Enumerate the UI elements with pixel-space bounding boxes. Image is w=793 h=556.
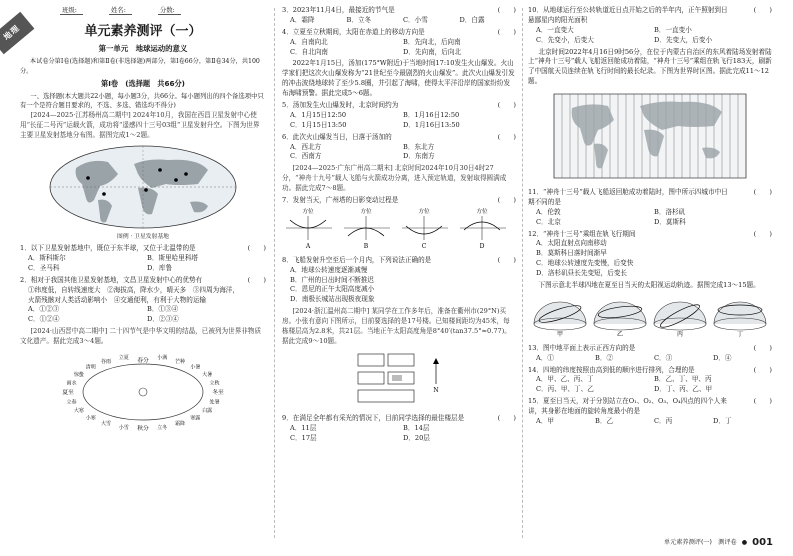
question-text: 8．飞船发射升空至后一个月内，下列说法正确的是 bbox=[282, 255, 432, 264]
statement-line: 火箭残骸对人类活动影响小 ④交通便利，有利于大物的运输 bbox=[28, 295, 207, 304]
option-c[interactable]: C．自北向南 bbox=[290, 47, 329, 56]
direction-label: 方位 bbox=[418, 208, 430, 215]
question-text: 10．从地球运行至公转轨道近日点开始之后的半年内，正午照射到日悬鄙星内的阳光面积 bbox=[528, 6, 728, 24]
class-field[interactable]: 班级: bbox=[60, 6, 83, 15]
direction-label: 方位 bbox=[302, 208, 314, 215]
option-a[interactable]: A．斯科斯尔 bbox=[28, 253, 66, 262]
option-d[interactable]: D．库鲁 bbox=[147, 263, 173, 272]
ring-label-right: 冬至 bbox=[212, 389, 224, 396]
option-a[interactable]: A．甲、乙、丙、丁 bbox=[536, 375, 594, 384]
question-text: 4．立夏至立秋期间，太阳在赤道上的移动方向是 bbox=[282, 27, 425, 36]
option-b[interactable]: B．广州的日出时间不断推迟 bbox=[290, 275, 374, 284]
statement-line: ①纬度低，自转线速度大 ②海拔高，降水少，晴天多 ③四周为海洋， bbox=[28, 285, 239, 294]
question-12 bbox=[528, 230, 772, 279]
intro-q5-6: 2022年1月15日，汤加(175°W附近)于当地时间17:10发生火山爆发。火山学家们把这次火山爆发称为“21世纪至今最剧烈的火山爆发”。此次火山爆发引发的冲击波绕地球转了至少5.8圈，并引起了海啸，使得太平洋沿岸的国家纷纷发布海啸预警。据此完成5～6题。 bbox=[282, 59, 515, 98]
question-text: 6．此次火山爆发当日，日落于汤加的 bbox=[282, 132, 392, 141]
diagram-label-a: A bbox=[305, 242, 311, 250]
option-a[interactable]: A．霜降 bbox=[290, 15, 315, 24]
solar-term-label: 寒露 bbox=[190, 415, 201, 422]
option-c[interactable]: C．地球公转速度先变慢，后变快 bbox=[536, 259, 634, 268]
solar-term-label: 立夏 bbox=[118, 355, 129, 362]
solar-term-label: 大雪 bbox=[100, 421, 112, 428]
option-a[interactable]: A．自南向北 bbox=[290, 37, 328, 46]
option-b[interactable]: B．东北方 bbox=[403, 142, 435, 151]
question-text: 5．汤加发生火山爆发时，北京时间约为 bbox=[282, 101, 399, 110]
option-a[interactable]: A．地球公转速度逐渐减慢 bbox=[290, 265, 368, 274]
option-c[interactable]: C．小雪 bbox=[403, 15, 428, 24]
score-field[interactable]: 分数: bbox=[158, 6, 181, 15]
answer-blank[interactable]: ( ) bbox=[497, 196, 516, 205]
subject-tab: 地理 bbox=[0, 12, 34, 55]
building-block bbox=[388, 354, 414, 366]
solar-term-label: 小雪 bbox=[118, 424, 129, 431]
option-b[interactable]: B．立冬 bbox=[346, 15, 372, 24]
sun-circle bbox=[139, 388, 147, 396]
column-divider bbox=[522, 8, 523, 538]
world-launch-map bbox=[20, 144, 266, 243]
option-a[interactable]: A．11层 bbox=[290, 423, 317, 432]
question-10 bbox=[528, 6, 772, 46]
option-a[interactable]: A．甲 bbox=[536, 417, 554, 426]
option-c[interactable]: C．③ bbox=[654, 353, 673, 362]
option-b[interactable]: B．斯里哈里科塔 bbox=[147, 253, 199, 262]
launch-site-marker bbox=[174, 178, 178, 182]
option-c[interactable]: C．恩尼的正午太阳高度减小 bbox=[290, 285, 375, 294]
diagram-label-c: C bbox=[421, 242, 427, 250]
building-plan-figure bbox=[344, 350, 454, 408]
option-a[interactable]: A．太阳直射点向南移动 bbox=[536, 239, 607, 248]
answer-blank[interactable]: ( ) bbox=[247, 275, 266, 284]
question-11 bbox=[528, 188, 772, 228]
solar-term-label: 霜降 bbox=[174, 421, 186, 428]
solar-term-label: 立秋 bbox=[209, 380, 220, 387]
ring-label-top: 春分 bbox=[137, 357, 149, 364]
dome-label: 丙 bbox=[676, 330, 684, 338]
question-text: 7．发射当天，广州塔的日影变动过程是 bbox=[282, 196, 399, 205]
north-label: N bbox=[433, 386, 439, 394]
solar-term-label: 小满 bbox=[157, 355, 168, 362]
intro-q7-8: [2024—2025·广东广州高二期末] 北京时间2024年10月30日4时27分，“神舟十九号”载人飞船与火箭成功分离，进入预定轨道，发射取得圆满成功。据此完成7～8题。 bbox=[282, 164, 507, 193]
option-b[interactable]: B．先向北，后向南 bbox=[403, 37, 461, 46]
solar-term-label: 立春 bbox=[66, 399, 77, 406]
dome-label: 乙 bbox=[616, 330, 624, 338]
question-text: 1．以下卫星发射基地中，既位于东半球，又位于北温带的是 bbox=[20, 244, 196, 253]
solar-term-label: 芒种 bbox=[174, 358, 186, 365]
solar-term-label: 大暑 bbox=[202, 371, 213, 378]
question-text: 2．相对于我国其他卫星发射基地，文昌卫星发射中心的优势有 bbox=[20, 275, 203, 284]
world-map-figure bbox=[48, 144, 238, 230]
instructions: 一、选择题(本大题共22小题，每小题3分，共66分。每小题列出的四个备选项中只有一个是符合题目要求的，不选、多选、错选均不得分) bbox=[20, 91, 264, 110]
option-a[interactable]: A．一直变大 bbox=[536, 25, 574, 34]
intro-q1-2: [2024—2025·江苏杨州高二期中] 2024年10月，我国在西昌卫星发射中心使用“长征二号丙”运载火箭，成功将“遥感四十三号03组”卫星发射升空。下图为世界主要卫星发射基地分布图。据图完成1～2题。 bbox=[20, 110, 260, 139]
option-b[interactable]: B．①③④ bbox=[147, 305, 179, 314]
question-9 bbox=[282, 414, 516, 444]
ring-label-left: 夏至 bbox=[62, 389, 74, 396]
question-7 bbox=[282, 196, 516, 254]
answer-blank[interactable]: ( ) bbox=[753, 397, 772, 406]
option-c[interactable]: C．先变小，后变大 bbox=[536, 35, 594, 44]
answer-blank[interactable]: ( ) bbox=[497, 255, 516, 264]
option-b[interactable]: B．② bbox=[595, 353, 614, 362]
option-d[interactable]: D．先向南，后向北 bbox=[403, 47, 462, 56]
option-a[interactable]: A．西北方 bbox=[290, 142, 322, 151]
question-text: 9．在满足全年都有采光的情况下，目前同学选择的最佳楼层是 bbox=[282, 413, 465, 422]
direction-label: 方位 bbox=[360, 208, 372, 215]
solar-term-label: 白露 bbox=[202, 407, 213, 414]
building-block bbox=[358, 390, 414, 402]
solar-term-label: 处暑 bbox=[209, 399, 220, 406]
solar-term-label: 清明 bbox=[85, 364, 96, 371]
solar-term-label: 立冬 bbox=[157, 424, 168, 431]
launch-site-marker bbox=[158, 168, 162, 172]
option-b[interactable]: B．莫斯科日落时间渐早 bbox=[536, 249, 607, 258]
building-plan bbox=[282, 350, 516, 412]
dome-yi bbox=[594, 302, 646, 338]
direction-label: 方位 bbox=[476, 208, 488, 215]
question-1 bbox=[20, 244, 266, 274]
column-divider bbox=[274, 8, 275, 538]
section-title: 第Ⅰ卷 (选择题 共66分) bbox=[101, 78, 185, 88]
diagram-label-d: D bbox=[479, 242, 485, 250]
answer-blank[interactable]: ( ) bbox=[753, 6, 772, 14]
option-d[interactable]: D．洛杉矶昼长先变短，后变长 bbox=[536, 269, 628, 278]
option-c[interactable]: C．北京 bbox=[536, 217, 561, 226]
option-a[interactable]: A．① bbox=[536, 353, 554, 362]
dome-bing bbox=[654, 301, 706, 338]
launch-site-marker bbox=[184, 172, 188, 176]
option-b[interactable]: B．洛杉矶 bbox=[654, 207, 686, 216]
option-b[interactable]: B．14层 bbox=[403, 423, 430, 432]
question-text: 15．夏至日当天，对于分别站立在O₁、O₂、O₃、O₄四点的四个人来讲，其身影在地面的旋转角度最小的是 bbox=[528, 397, 727, 416]
answer-blank[interactable]: ( ) bbox=[497, 101, 516, 110]
page-number: 001 bbox=[752, 537, 773, 548]
building-block bbox=[358, 372, 384, 384]
dome-label: 甲 bbox=[556, 330, 564, 338]
page-footer bbox=[664, 535, 773, 550]
sun-path-domes bbox=[528, 294, 772, 342]
name-field[interactable]: 姓名: bbox=[109, 6, 132, 15]
option-c[interactable]: C．丙 bbox=[654, 417, 673, 426]
column-2 bbox=[282, 6, 516, 546]
option-c[interactable]: C．17层 bbox=[290, 433, 317, 442]
launch-site-marker bbox=[102, 192, 106, 196]
ring-label-bottom: 秋分 bbox=[137, 425, 149, 432]
option-d[interactable]: D．南极长城站出现极夜现象 bbox=[290, 295, 375, 304]
answer-blank[interactable]: ( ) bbox=[753, 188, 772, 197]
option-d[interactable]: D．丁 bbox=[713, 417, 732, 426]
solar-term-label: 谷雨 bbox=[100, 358, 112, 365]
sun-path-figure bbox=[530, 294, 770, 338]
shadow-diagram-c bbox=[402, 207, 448, 250]
time-zone-figure bbox=[550, 90, 750, 182]
north-arrow-head-icon bbox=[433, 358, 439, 364]
option-d[interactable]: D．1月16日13:50 bbox=[403, 120, 460, 129]
column-3 bbox=[528, 6, 772, 546]
option-c[interactable]: C．①②④ bbox=[28, 315, 60, 324]
solar-terms-ring bbox=[20, 350, 266, 438]
option-b[interactable]: B．乙、丁、甲、丙 bbox=[654, 375, 712, 384]
intro-q11-12: 北京时间2022年4月16日9时56分，在位于内蒙古自治区的东风着陆场发射着陆上“神舟十三号”载人飞船返回舱成功着陆，“神舟十三号”乘组在轨飞行183天，刷新了中国航天员连续在轨飞行时间的最长纪录。下图为世界时区图。据此完成11～12题。 bbox=[528, 47, 772, 86]
answer-blank[interactable]: ( ) bbox=[247, 244, 266, 253]
option-c[interactable]: C．圣马科 bbox=[28, 263, 60, 272]
dome-ding bbox=[714, 302, 766, 338]
answer-blank[interactable]: ( ) bbox=[497, 132, 516, 141]
option-d[interactable]: D．东南方 bbox=[403, 152, 435, 161]
answer-blank[interactable]: ( ) bbox=[753, 365, 772, 374]
question-15 bbox=[528, 397, 772, 427]
question-text: 13．图中地平面上表示正西方向的是 bbox=[528, 343, 636, 352]
option-c[interactable]: C．丙、甲、丁、乙 bbox=[536, 385, 594, 394]
building-block bbox=[358, 354, 384, 366]
shadow-diagram-b bbox=[344, 207, 390, 250]
shadow-diagram-a bbox=[286, 207, 332, 250]
building-17-marker bbox=[392, 375, 402, 381]
question-text: 3．2023年11月4日，最接近的节气是 bbox=[282, 6, 395, 14]
answer-blank[interactable]: ( ) bbox=[497, 413, 516, 422]
option-d[interactable]: D．丁、丙、乙、甲 bbox=[654, 385, 713, 394]
solar-term-label: 小寒 bbox=[85, 415, 96, 422]
intro-q3-4: [2024·山西晋中高二期中] 二十四节气是中华文明的结晶，已被列为世界非物质文化遗产。据此完成3～4题。 bbox=[20, 327, 262, 346]
time-zone-map bbox=[528, 90, 772, 186]
footer-label: 单元素养测评(一) 测评卷 bbox=[663, 538, 737, 546]
option-d[interactable]: D．②③④ bbox=[147, 315, 179, 324]
option-b[interactable]: B．1月16日12:50 bbox=[403, 110, 460, 119]
option-d[interactable]: D．白露 bbox=[459, 15, 485, 24]
question-5 bbox=[282, 101, 516, 131]
option-d[interactable]: D．④ bbox=[713, 353, 732, 362]
solar-terms-figure bbox=[58, 350, 228, 434]
answer-blank[interactable]: ( ) bbox=[753, 343, 772, 352]
option-d[interactable]: D．莫斯科 bbox=[654, 217, 686, 226]
option-d[interactable]: D．先变大，后变小 bbox=[654, 35, 713, 44]
question-4 bbox=[282, 28, 516, 58]
question-6 bbox=[282, 133, 516, 163]
dome-jia bbox=[534, 302, 586, 338]
exam-note: 本试卷分第Ⅰ卷(选择题)和第Ⅱ卷(非选择题)两部分，第Ⅰ卷66分，第Ⅱ卷34分，共100分。 bbox=[20, 58, 260, 75]
page-icon: ● bbox=[741, 538, 748, 546]
answer-blank[interactable]: ( ) bbox=[497, 6, 516, 14]
intro-q13-15: 下图示意北半球四地在夏至日当天的太阳视运动轨迹。据图完成13～15题。 bbox=[538, 281, 760, 290]
answer-blank[interactable]: ( ) bbox=[497, 27, 516, 36]
solar-term-label: 大寒 bbox=[73, 407, 84, 414]
solar-term-label: 小暑 bbox=[190, 364, 201, 371]
option-b[interactable]: B．乙 bbox=[595, 417, 614, 426]
option-c[interactable]: C．1月15日13:50 bbox=[290, 120, 347, 129]
option-c[interactable]: C．西南方 bbox=[290, 152, 322, 161]
launch-site-marker bbox=[86, 176, 90, 180]
shadow-diagrams bbox=[282, 206, 512, 250]
question-text: 11．“神舟十三号”载人飞船返回舱成功着陆时，图中所示四城市中日期不同的是 bbox=[528, 188, 728, 206]
option-a[interactable]: A．①②③ bbox=[28, 305, 60, 314]
answer-blank[interactable]: ( ) bbox=[753, 229, 772, 238]
question-text: 14．四地的纬度按照由高到低的顺序进行排列，合理的是 bbox=[528, 365, 695, 374]
dome-label: 丁 bbox=[736, 330, 744, 338]
diagram-label-b: B bbox=[363, 242, 369, 250]
option-d[interactable]: D．20层 bbox=[403, 433, 430, 442]
option-b[interactable]: B．一直变小 bbox=[654, 25, 692, 34]
question-14 bbox=[528, 366, 772, 396]
page-title: 单元素养测评（一） bbox=[84, 23, 202, 39]
intro-q9-10: [2024·浙江温州高二期中] 某同学在工作多年后，准备在衢州市(29°N)买房。小张有意向下图所示，目前要选择的是17号楼。已知楼间距均为45米，每栋楼层高为2.8米，共21层。当地正午太阳高度角是8°40′(tan37.5°≈0.77)。据此完成9～10题。 bbox=[282, 307, 511, 345]
unit-subtitle: 第一单元 地球运动的意义 bbox=[98, 44, 188, 54]
map-caption: 图例 · 卫星发射基地 bbox=[117, 234, 169, 241]
option-a[interactable]: A．伦敦 bbox=[536, 207, 561, 216]
column-1 bbox=[20, 6, 266, 546]
shadow-diagram-d bbox=[460, 207, 506, 250]
student-info bbox=[20, 6, 266, 16]
question-2 bbox=[20, 276, 266, 325]
solar-term-label: 雨水 bbox=[66, 380, 77, 387]
launch-site-marker bbox=[144, 188, 148, 192]
solar-term-label: 惊蛰 bbox=[73, 371, 84, 378]
question-8 bbox=[282, 256, 516, 305]
question-3 bbox=[282, 6, 516, 26]
question-text: 12．“神舟十三号”乘组在轨飞行期间 bbox=[528, 229, 636, 238]
option-a[interactable]: A．1月15日12:50 bbox=[290, 110, 347, 119]
question-13 bbox=[528, 344, 772, 364]
